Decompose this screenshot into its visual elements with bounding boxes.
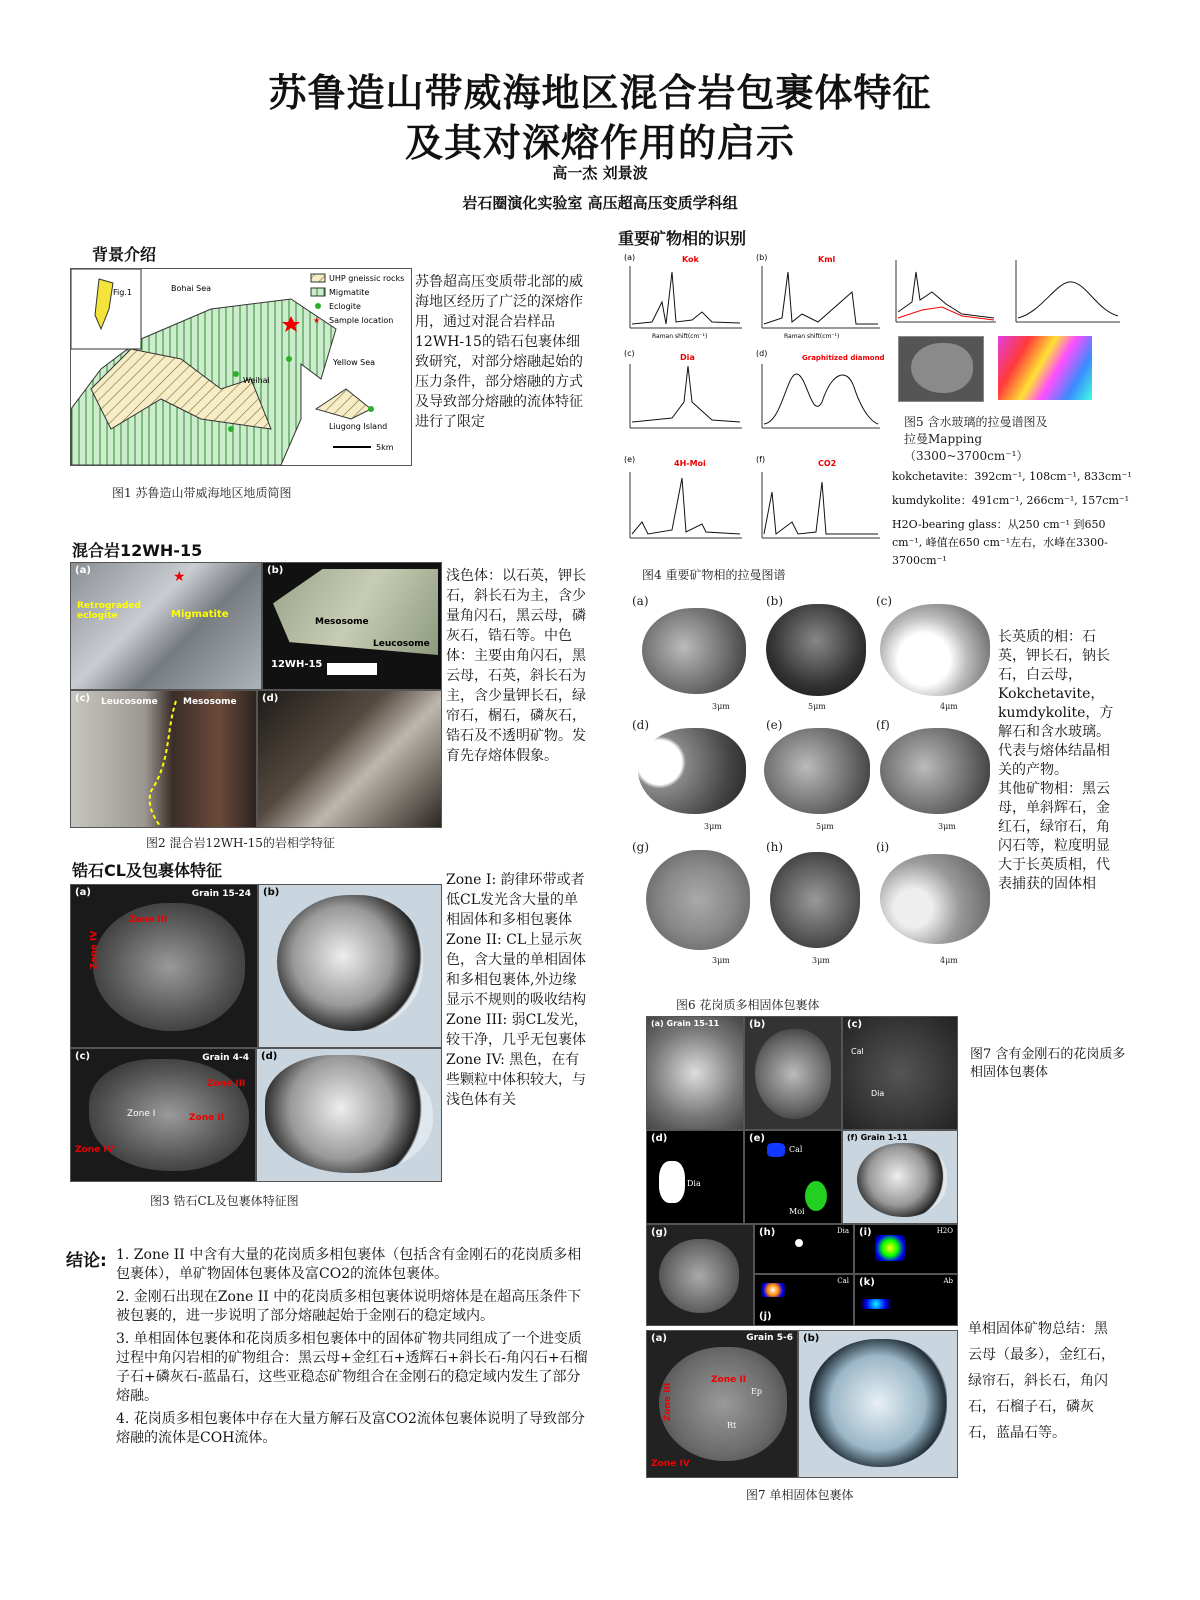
fig7a-panel-h: [754, 1224, 854, 1274]
fig7a-k-ab: Ab: [943, 1277, 953, 1285]
zircon-text: Zone I: 韵律环带或者低CL发光含大量的单相固体和多相包裹体 Zone II: CL上显示灰色，含大量的单相固体和多相包裹体,外边缘显示不规则的吸收结构 Zone III: 弱CL发光，较干净，几乎无包裹体 Zone IV: 黑色，在有些颗粒中体积较大，与浅色体有关: [446, 872, 588, 1108]
raman-glass: H2O-bearing glass：从250 cm⁻¹ 到650 cm⁻¹, 峰值在650 cm⁻¹左右，水峰在3300-3700cm⁻¹: [892, 518, 1108, 567]
fig6-panel-d: [632, 718, 752, 843]
fig6-d-scale: 3μm: [704, 822, 722, 831]
label-c-mesosome: Mesosome: [183, 697, 237, 707]
conclusion-list: [116, 1246, 592, 1448]
fig7a-panel-b: [744, 1016, 842, 1130]
fig6-h-lbl: (h): [766, 840, 784, 854]
conclusion-item-4: 4. 花岗质多相包裹体中存在大量方解石及富CO2流体包裹体说明了导致部分熔融的流体是COH流体。: [116, 1411, 585, 1446]
label-leucosome: Leucosome: [373, 639, 430, 649]
fig7a-panel-j: [754, 1274, 854, 1326]
raman-kml: kumdykolite：491cm⁻¹, 266cm⁻¹, 157cm⁻¹: [892, 494, 1130, 507]
fig6-panel-c: [876, 594, 996, 719]
conclusion-heading: 结论:: [66, 1251, 107, 1271]
fig6-text: [998, 628, 1120, 894]
fig6-f-lbl: (f): [876, 718, 890, 732]
label-weihai: Weihai: [243, 376, 270, 385]
fig6-panel-i: [876, 840, 996, 970]
fig7a-panel-g: [646, 1224, 754, 1326]
fig6-panel-e: [756, 718, 876, 843]
fig7a-panel-k: [854, 1274, 958, 1326]
fig6-a-lbl: (a): [632, 594, 649, 608]
fig7a-panel-c: [842, 1016, 958, 1130]
zircon-grain-a: [93, 903, 245, 1031]
label-sample-id: 12WH-15: [271, 659, 323, 670]
spec-d-name: Graphitized diamond: [802, 354, 884, 362]
fig7a-h-lbl: (h): [759, 1227, 776, 1238]
fig6-panel-a: [632, 594, 752, 719]
fig7a-e-moi: Moi: [789, 1207, 805, 1216]
fig7a-k-lbl: (k): [859, 1277, 875, 1288]
fig6-h-scale: 3μm: [812, 956, 830, 965]
geologic-map: [70, 268, 412, 466]
title-line1: 苏鲁造山带威海地区混合岩包裹体特征: [268, 71, 932, 115]
fig6-panel-g: [632, 840, 752, 970]
fig7a-d-lbl: (d): [651, 1133, 668, 1144]
migmatite-heading: 混合岩12WH-15: [72, 541, 203, 560]
raman-spectra-grid: [622, 252, 884, 562]
fig6-i-grain: [880, 854, 990, 944]
fig7a-j-map: [761, 1283, 785, 1297]
fig6-text-other: 其他矿物相：黑云母，单斜辉石，金红石，绿帘石，角闪石等，粒度明显大于长英质相，代表捕获的固体相: [998, 781, 1110, 892]
fig7b-panel-b: [798, 1330, 958, 1478]
fig7a-panel-a: [646, 1016, 744, 1130]
fig3-caption: 图3 锆石CL及包裹体特征图: [150, 1194, 299, 1208]
leucosome-boundary: [71, 691, 256, 827]
fig5-spectra-svg: [892, 252, 1124, 328]
legend-uhp: UHP gneissic rocks: [329, 274, 405, 283]
fig7a-k-map: [861, 1299, 891, 1309]
fig7b-a-lbl: (a): [651, 1333, 667, 1344]
label-bohai: Bohai Sea: [171, 284, 212, 293]
fig6-d-lbl: (d): [632, 718, 650, 732]
fig2-caption: 图2 混合岩12WH-15的岩相学特征: [146, 836, 335, 850]
fig6-panel-b: [756, 594, 876, 719]
spec-c-lbl: (c): [624, 349, 635, 358]
spec-b-lbl: (b): [756, 253, 768, 262]
star-icon: ★: [173, 569, 186, 585]
fig7b-ep: Ep: [751, 1387, 762, 1396]
label-zone4-a: Zone IV: [89, 930, 100, 970]
fig5-spectra: [892, 252, 1124, 328]
fig7a-e-moi-map: [805, 1181, 827, 1211]
spec-a-name: Kok: [682, 255, 699, 264]
photo-hand-sample: (b) Mesosome Leucosome 12WH-15: [262, 562, 442, 690]
fig6-i-lbl: (i): [876, 840, 890, 854]
photo-micro-c: (c) Leucosome Mesosome: [70, 690, 257, 828]
label-scale: 5km: [376, 443, 394, 452]
legend-eclogite: Eclogite: [329, 302, 361, 311]
label-zone3-c: Zone III: [207, 1079, 246, 1089]
conclusion-item-2: 2. 金刚石出现在Zone II 中的花岗质多相包裹体说明熔体是在超高压条件下被包裹的，进一步说明了部分熔融起始于金刚石的稳定域内。: [116, 1289, 582, 1324]
svg-text:★: ★: [313, 316, 321, 325]
zircon-cl-a: (a) Grain 15-24 Zone III Zone IV: [70, 884, 258, 1048]
zircon-incl-d: (d): [256, 1048, 442, 1182]
zircon-incl-b: (b): [258, 884, 442, 1048]
background-heading: 背景介绍: [92, 245, 157, 264]
fig7a-h-spot: [795, 1239, 803, 1247]
conclusion-item-1: 1. Zone II 中含有大量的花岗质多相包裹体（包括含有金刚石的花岗质多相包裹体），单矿物固体包裹体及富CO2的流体包裹体。: [116, 1247, 582, 1282]
fig7b-a-grain: [659, 1347, 787, 1461]
geologic-map-svg: [71, 269, 411, 465]
zircon-grain-b: [277, 895, 423, 1031]
spec-c-name: Dia: [680, 353, 695, 362]
fig7a-caption: 图7 含有金刚石的花岗质多相固体包裹体: [970, 1047, 1126, 1080]
fig7a-e-cal-map: [767, 1143, 785, 1157]
fig6-h-grain: [770, 852, 860, 948]
fig6-d-grain: [638, 728, 746, 814]
label-zone4-c: Zone IV: [75, 1145, 114, 1155]
fig7a-panel-d: [646, 1130, 744, 1224]
fig7b-panel-a: [646, 1330, 798, 1478]
photo-micro-d: (d): [257, 690, 442, 828]
spec-a-xaxis: Raman shift(cm⁻¹): [652, 333, 708, 340]
fig6-g-scale: 3μm: [712, 956, 730, 965]
fig7a-a-lbl: (a) Grain 15-11: [651, 1019, 720, 1028]
fig7b-z4: Zone IV: [651, 1459, 690, 1469]
migmatite-text: 浅色体：以石英，钾长石，斜长石为主，含少量角闪石，黑云母，磷灰石，锆石等。中色体：主要由角闪石，黑云母，石英，斜长石为主，含少量钾长石，绿帘石，榍石，磷灰石，锆石及不透明矿物。发育先存熔体假象。: [446, 568, 586, 764]
fig7b-caption: 图7 单相固体包裹体: [746, 1488, 854, 1502]
conclusion-item-3: 3. 单相固体包裹体和花岗质多相包裹体中的固体矿物共同组成了一个进变质过程中角闪岩相的矿物组合：黑云母+金红石+透辉石+斜长石-角闪石+石榴子石+磷灰石-蓝晶石，这些亚稳态矿物组合在金刚石的稳定域内发生了部分熔融。: [116, 1331, 588, 1404]
fig7b-z3: Zone III: [663, 1382, 674, 1422]
fig6-text-felsic: 长英质的相：石英，钾长石，钠长石，白云母，Kokchetavite，kumdykolite，方解石和含水玻璃。代表与熔体结晶相关的产物。: [998, 629, 1114, 778]
fig7a-panel-e: [744, 1130, 842, 1224]
photo-outcrop: (a) Retrograded eclogite Migmatite ★: [70, 562, 262, 690]
background-text: 苏鲁超高压变质带北部的威海地区经历了广泛的深熔作用，通过对混合岩样品12WH-15的锆石包裹体细致研究，对部分熔融起始的压力条件，部分熔融的方式及导致部分熔融的流体特征进行了限定: [415, 274, 583, 430]
fig7a-i-lbl: (i): [859, 1227, 872, 1238]
label-yellow: Yellow Sea: [333, 358, 376, 367]
fig6-b-lbl: (b): [766, 594, 784, 608]
fig7b-summary: 单相固体矿物总结：黑云母（最多），金红石，绿帘石，斜长石，角闪石，石榴子石，磷灰石，蓝晶石等。: [968, 1321, 1115, 1441]
fig7b-rt: Rt: [727, 1421, 737, 1430]
fig6-g-lbl: (g): [632, 840, 650, 854]
label-zone3-a: Zone III: [129, 915, 168, 925]
fig1-caption: 图1 苏鲁造山带威海地区地质简图: [112, 486, 292, 500]
zircon-cl-c: (c) Grain 4-4 Zone III Zone II Zone I Zone IV: [70, 1048, 256, 1182]
spec-b-xaxis: Raman shift(cm⁻¹): [784, 333, 840, 340]
fig6-f-scale: 3μm: [938, 822, 956, 831]
spec-e-lbl: (e): [624, 455, 636, 464]
fig6-caption: 图6 花岗质多相固体包裹体: [676, 998, 820, 1012]
spec-b-name: Kml: [818, 255, 836, 264]
fig7a-g-lbl: (g): [651, 1227, 668, 1238]
fig5-bse-grain: [911, 343, 973, 393]
fig7b-b-lbl: (b): [803, 1333, 820, 1344]
fig7b-grain-lbl: Grain 5-6: [746, 1333, 793, 1343]
fig7a-c-lbl: (c): [847, 1019, 863, 1030]
label-liugong: Liugong Island: [329, 422, 388, 431]
label-c-leucosome: Leucosome: [101, 697, 158, 707]
fig7a-d-dia-map: [659, 1161, 685, 1203]
legend-migmatite: Migmatite: [329, 288, 370, 297]
fig7a-b-lbl: (b): [749, 1019, 766, 1030]
fig6-c-scale: 4μm: [940, 702, 958, 711]
fig6-g-grain: [646, 850, 750, 950]
label-grain-4-4: Grain 4-4: [202, 1053, 249, 1063]
fig5-caption: 图5 含水玻璃的拉曼谱图及拉曼Mapping（3300~3700cm⁻¹）: [904, 415, 1048, 463]
fig6-e-scale: 5μm: [816, 822, 834, 831]
fig7a-c-dia: Dia: [871, 1089, 885, 1098]
fig7a-j-cal: Cal: [837, 1277, 849, 1285]
label-migmatite: Migmatite: [171, 609, 229, 620]
minerals-heading: 重要矿物相的识别: [618, 229, 747, 248]
fig5-bse-image: [898, 336, 984, 402]
fig7b-z2: Zone II: [711, 1375, 747, 1385]
spec-f-lbl: (f): [756, 455, 766, 464]
raman-spectra-svg: [622, 252, 884, 562]
fig6-c-lbl: (c): [876, 594, 893, 608]
fig6-panel-h: [756, 840, 876, 970]
zircon-grain-d: [265, 1055, 433, 1173]
fig7a-grid: [646, 1016, 956, 1326]
fig7a-i-h2o: H2O: [936, 1227, 953, 1235]
fig7a-j-lbl: (j): [759, 1311, 772, 1322]
fig7a-f-lbl: (f) Grain 1-11: [847, 1133, 908, 1142]
label-inset: Fig.1: [113, 288, 132, 297]
label-retro-eclogite: Retrograded eclogite: [77, 601, 141, 621]
legend-sample: Sample location: [329, 316, 394, 325]
fig7a-panel-f: [842, 1130, 958, 1224]
title-line2: 及其对深熔作用的启示: [404, 121, 795, 165]
fig7a-c-cal: Cal: [851, 1047, 864, 1056]
fig6-b-scale: 5μm: [808, 702, 826, 711]
fig6-e-grain: [764, 728, 870, 814]
fig7b-b-grain: [809, 1339, 947, 1467]
authors: 高一杰 刘景波: [552, 164, 648, 182]
scale-ruler: [327, 663, 377, 675]
label-zone1-c: Zone I: [127, 1109, 156, 1119]
fig7a-i-map: [875, 1235, 905, 1261]
fig7a-d-dia: Dia: [687, 1179, 701, 1188]
fig6-b-grain: [766, 604, 866, 696]
fig6-grid: [632, 594, 992, 984]
fig7a-panel-i: [854, 1224, 958, 1274]
label-grain-15-24: Grain 15-24: [191, 889, 251, 899]
raman-kok: kokchetavite：392cm⁻¹, 108cm⁻¹, 833cm⁻¹: [892, 470, 1132, 483]
affiliation: 岩石圈演化实验室 高压超高压变质学科组: [462, 194, 738, 212]
fig6-a-grain: [642, 608, 746, 694]
fig7a-f-grain: [857, 1143, 947, 1217]
fig7a-h-dia: Dia: [836, 1227, 849, 1235]
raman-notes: [892, 468, 1132, 570]
fig7a-g-grain: [659, 1239, 739, 1313]
fig7a-e-cal: Cal: [789, 1145, 803, 1154]
label-zone2-c: Zone II: [189, 1113, 225, 1123]
fig6-e-lbl: (e): [766, 718, 783, 732]
spec-e-name: 4H-Moi: [674, 459, 706, 468]
spec-f-name: CO2: [818, 459, 837, 468]
spec-d-lbl: (d): [756, 349, 768, 358]
spec-a-lbl: (a): [624, 253, 636, 262]
fig6-panel-f: [876, 718, 996, 843]
fig7a-b-grain: [755, 1029, 831, 1119]
fig6-c-grain: [880, 604, 990, 696]
label-mesosome: Mesosome: [315, 617, 369, 627]
fig7a-e-lbl: (e): [749, 1133, 765, 1144]
fig6-i-scale: 4μm: [940, 956, 958, 965]
fig5-raman-map: [998, 336, 1092, 400]
zircon-heading: 锆石CL及包裹体特征: [72, 861, 222, 880]
fig4-caption: 图4 重要矿物相的拉曼图谱: [642, 568, 786, 582]
fig6-f-grain: [880, 728, 990, 814]
fig6-a-scale: 3μm: [712, 702, 730, 711]
